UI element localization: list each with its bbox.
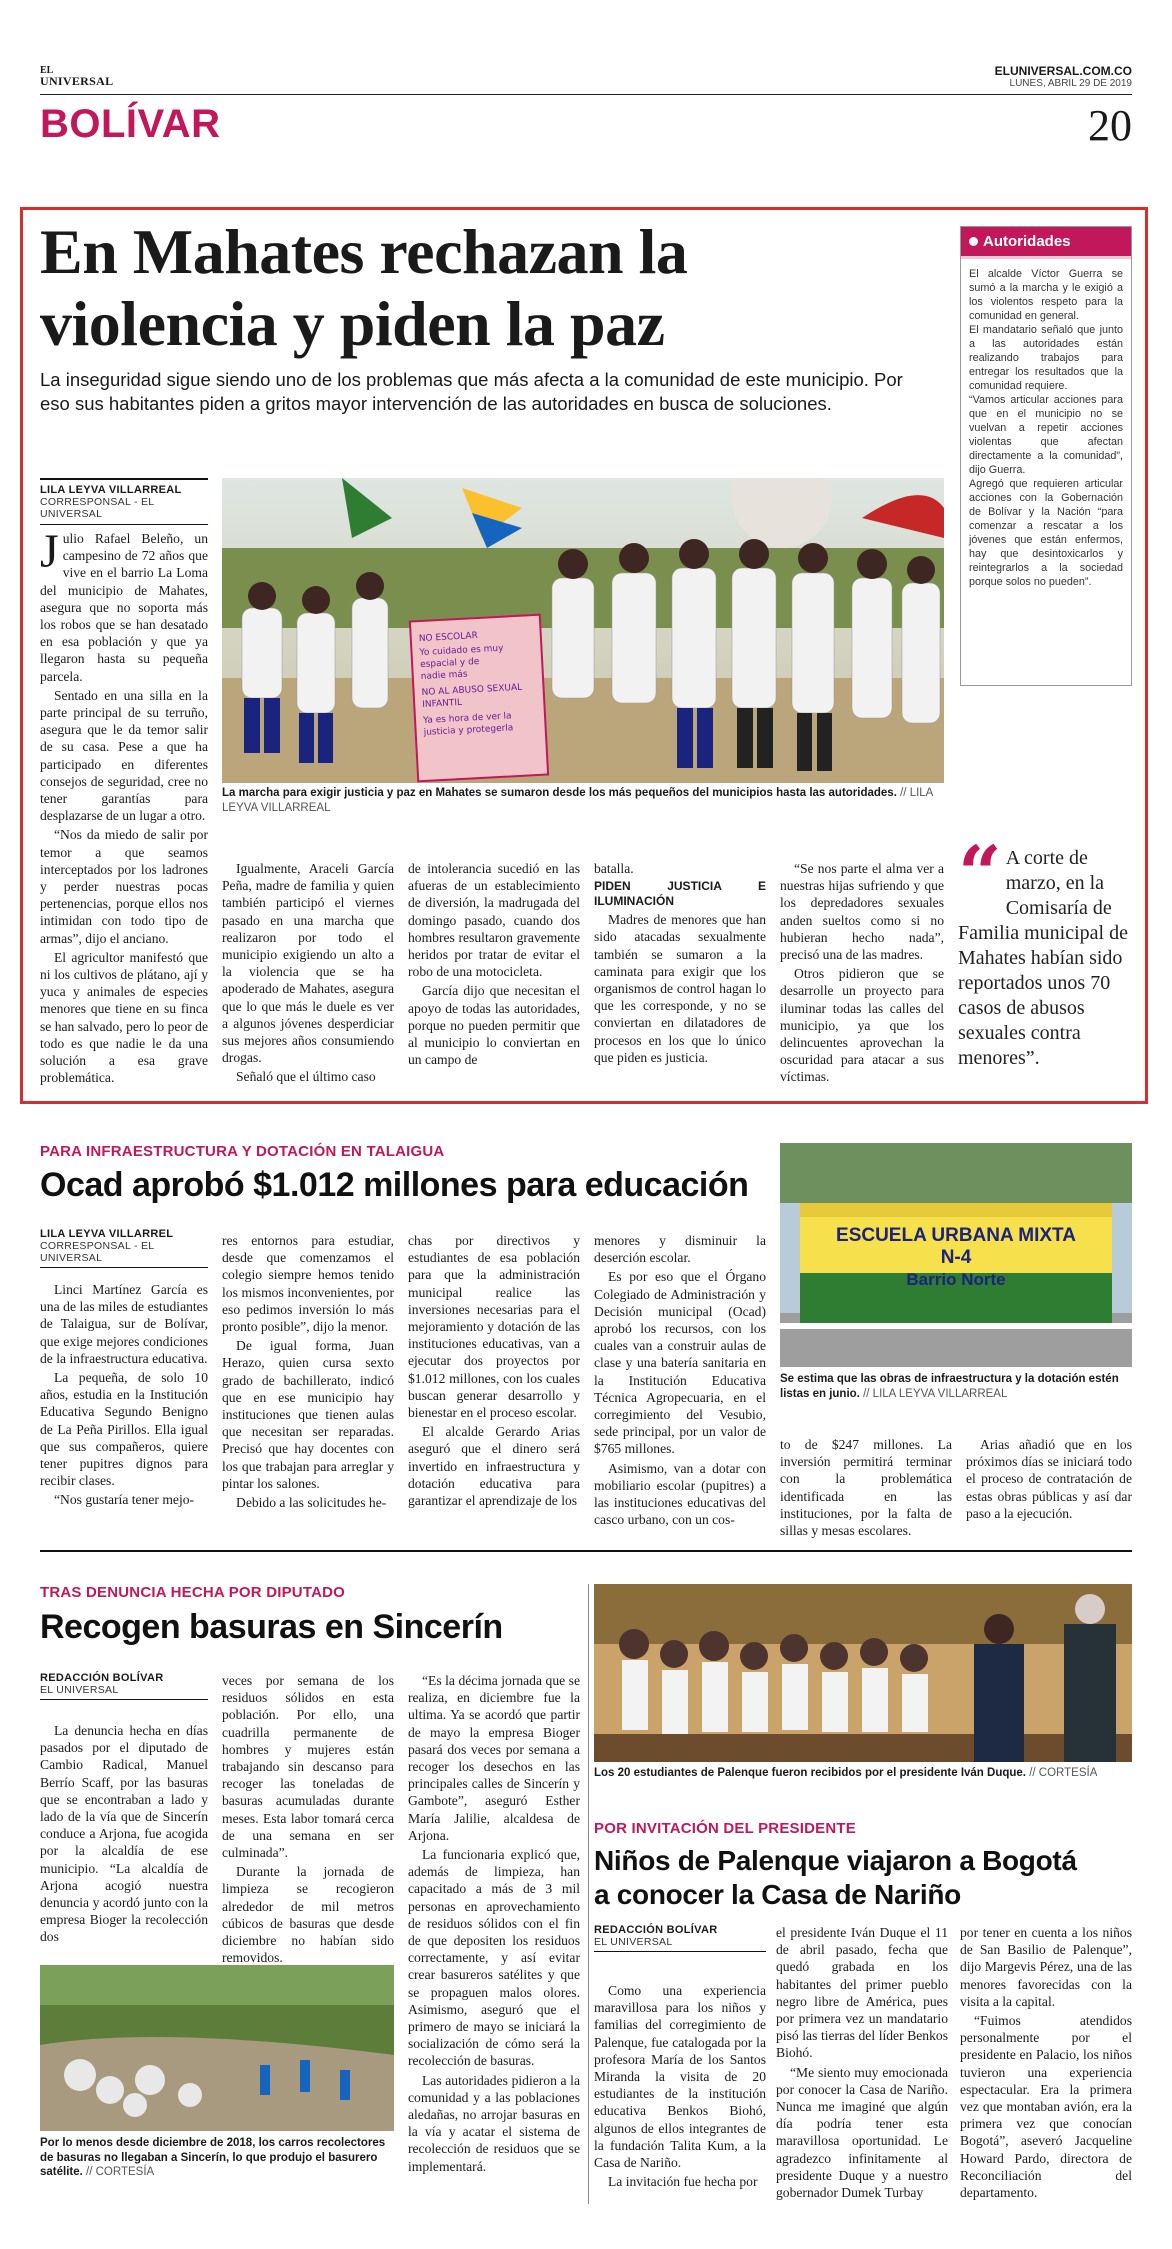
s2-c3-p2: El alcalde Gerardo Arias aseguró que el dinero será invertido en infraestructura y dotación educativa para garantizar el aprendizaje de los [408,1424,580,1509]
sidebar-p4: Agregó que requieren articular acciones con la Gobernación de Bolívar y la Nación “para comenzar a rescatar a los jóvenes que están enfermos, hay que desintoxicarlos y reintegrarlos a la sociedad porque solos no pueden”. [969,478,1123,588]
lead-p2: Sentado en una silla en la parte principal de su terruño, asegura que le da temor salir de su casa. Pese a que ha participado en diferentes consejos de seguridad, cree no tener garantías para desplazarse de un lugar a otro. [40,687,208,824]
s2-c4-p3: Asimismo, van a dotar con mobiliario escolar (pupitres) a las instituciones educativas del casco urbano, con un cos- [594,1460,766,1528]
story3-byline-role: EL UNIVERSAL [40,1684,119,1696]
logo-bottom: UNIVERSAL [40,74,114,88]
march-photo-illustration [222,478,944,783]
story4-byline [594,1924,766,1952]
s2-c2-p2: De igual forma, Juan Herazo, quien cursa sexto grado de bachillerato, indicó que en ese municipio hay instituciones que tienen aulas que necesitan ser reparadas. Precisó que hay docentes con los que trabajan para arreglar y pintar los salones. [222,1338,394,1491]
story3-column-1 [40,1722,208,1946]
page-number: 20 [1088,101,1132,150]
s4-c3-p1: por tener en cuenta a los niños de San Basilio de Palenque”, dijo Margevis Pérez, una de las menores favorecidas con la visita a la capital. [960,1925,1132,2009]
lead-headline [40,216,687,360]
s3-c3-p2: La funcionaria explicó que, además de limpieza, han capacitado a más de 3 mil personas en aprovechamiento de residuos sólidos con el fin de que depositen los residuos correctamente, y así evitar crear basureros satélites y que se propaguen malos olores. Asimismo, aseguró que el primero de mayo se iniciará la socialización de cómo será la recolección de basuras. [408,1847,580,2069]
story2-column-6 [966,1436,1132,1522]
lead-c2-p1: Igualmente, Araceli García Peña, madre de familia y quien también participó el viernes pasado en una marcha que realizaron por todo el municipio exigiendo un alto a la violencia que se ha apoderado de Mahates, asegura que lo que más le duele es ver a algunos jóvenes desperdiciar sus mejores años consumiendo drogas. [222,861,394,1066]
story3-byline-name: REDACCIÓN BOLÍVAR [40,1672,164,1684]
story2-caption-text: Se estima que las obras de infraestructura y la dotación estén listas en junio. [780,1373,1119,1400]
story2-column-1 [40,1281,208,1509]
story2-photo [780,1143,1132,1367]
s2-c2-p3: Debido a las solicitudes he- [236,1495,387,1511]
story4-headline [594,1844,1077,1912]
lead-c5-p2: Otros pidieron que se desarrolle un proyecto para iluminar todas las calles del municipio, ya que los delincuentes aprovechan la oscuridad para atacar a sus víctimas. [780,966,944,1085]
s4-c2-p2: “Me siento muy emocionada por conocer la Casa de Nariño. Nunca me imaginé que algún día podría tener esta maravillosa oportunidad. Le agradezco infinitamente al presidente Duque y a nuestro gobernador Dumek Turbay [776,2064,948,2201]
story2-headline: Ocad aprobó $1.012 millones para educación [40,1166,749,1204]
story2-column-2 [222,1232,394,1511]
byline-name: LILA LEYVA VILLARREAL [40,484,182,496]
byline-rule-bottom [40,1267,208,1268]
s3-c2-p2: Durante la jornada de limpieza se recogieron alrededor de mil metros cúbicos de basuras que desde diciembre no habían sido removidos. [222,1864,394,1966]
s2-c3-p1: chas por directivos y estudiantes de esa población para que la administración municipal realice las inversiones necesarias para el mejoramiento y dotación de las instituciones educativas, van a ejecutar dos proyectos por $1.012 millones, con los cuales buscan generar desarrollo y bienestar en el proceso escolar. [408,1233,580,1421]
lead-photo [222,478,944,783]
lead-column-1 [40,525,208,1087]
bullet-icon [969,237,978,246]
s4-c1-p1: Como una experiencia maravillosa para los niños y familias del corregimiento de Palenque, fue catalogada por la profesora María de los Santos Miranda la visita de 20 estudiantes de la institución educativa Benkos Biohó, algunos de ellos integrantes de la fundación Talita Kum, a la Casa de Nariño. [594,1983,766,2171]
story2-byline [40,1228,208,1268]
school-sign-line-2: N-4 [940,1247,972,1268]
lead-column-5 [780,860,944,1086]
site-url: ELUNIVERSAL.COM.CO [994,64,1132,78]
s2-c1-p2: La pequeña, de solo 10 años, estudia en la Institución Educativa Segundo Benigno de La Peña Pirillos. Ella igual que sus compañeros, quiere tener pupitres dignos para recibir clases. [40,1370,208,1489]
garbage-photo-illustration [40,1965,394,2131]
lead-p4: El agricultor manifestó que ni los cultivos de plátano, ají y yuca y animales de especies menores que tiene en su finca se han salvado, pero lo peor de todo es que nadie le da una solución a esa grave problemática. [40,949,208,1086]
story3-byline [40,1672,208,1700]
s3-c3-p1: “Es la décima jornada que se realiza, en diciembre fue la ultima. Ya se acordó que partir de mayo la empresa Bioger pasará dos veces por semana a recoger los desechos en las principales calles de Sincerín y Gambote”, aseguró Esther María Jalilie, alcaldesa de Arjona. [408,1673,580,1843]
story4-caption-credit: // CORTESÍA [1029,1767,1098,1779]
lead-p3: “Nos da miedo de salir por temor a que seamos interceptados por los ladrones y perder nuestras pocas pertenencias, porque ellos nos intimidan con todo tipo de armas”, dijo el anciano. [40,827,208,946]
sidebar-p2: El mandatario señaló que junto a las autoridades están realizando trabajos para entregar los resultados que la comunidad requiere. [969,324,1123,392]
story3-caption-credit: // CORTESÍA [86,2166,155,2178]
lead-byline [40,478,208,525]
story2-column-3 [408,1232,580,1509]
school-sign-line-1: ESCUELA URBANA MIXTA [836,1225,1076,1246]
lead-column-3 [408,860,580,1068]
s4-c3-p2: “Fuimos atendidos personalmente por el presidente en Palacio, los niños tuvieron una experiencia espectacular. Era la primera vez que montaban avión, era la primera vez que conocían Bogotá”, aseveró Jacqueline Howard Pardo, directora de Reconciliación del departamento. [960,2013,1132,2201]
lead-c3-p2: García dijo que necesitan el apoyo de todas las autoridades, porque no pueden permitir que al municipio lo conviertan en un campo de [408,983,580,1068]
story2-kicker: PARA INFRAESTRUCTURA Y DOTACIÓN EN TALAIGUA [40,1143,445,1160]
s2-c5-p1: to de $247 millones. La inversión permitirá terminar con la problemática identificada en las instituciones, por la falta de sillas y mesas escolares. [780,1437,952,1539]
lead-c2-p2: Señaló que el último caso [236,1069,376,1085]
s3-c3-p3: Las autoridades pidieron a la comunidad y a las poblaciones aledañas, no arrojar basuras en la vía y acatar el sistema de recolección de residuos que se implementará. [408,2072,580,2174]
story4-headline-line-2: a conocer la Casa de Nariño [594,1879,961,1910]
s2-c1-p3: “Nos gustaría tener mejo- [54,1492,195,1508]
story2-byline-name: LILA LEYVA VILLARREL [40,1228,174,1240]
lead-column-4 [594,860,766,1066]
school-sign-line-3: Barrio Norte [906,1270,1006,1289]
story3-column-2 [222,1672,394,1966]
story4-headline-line-1: Niños de Palenque viajaron a Bogotá [594,1845,1077,1876]
story4-byline-role: EL UNIVERSAL [594,1936,673,1948]
s4-c1-p2: La invitación fue hecha por [608,2174,758,2190]
story4-caption [594,1766,1132,1781]
story4-caption-text: Los 20 estudiantes de Palenque fueron recibidos por el presidente Iván Duque. [594,1767,1026,1779]
pullquote [958,829,1134,1071]
story4-photo [594,1584,1132,1762]
drop-cap: J [40,525,59,578]
story4-byline-name: REDACCIÓN BOLÍVAR [594,1924,718,1936]
s3-c1-p1: La denuncia hecha en días pasados por el diputado de Cambio Radical, Manuel Berrío Scaff, por las basuras que se encontraban a lado y lado de la vía que de Sincerín conduce a Arjona, fue acogida por la alcaldía de ese municipio. “La alcaldía de Arjona acogió nuestra denuncia y acordó junto con la empresa Bioger la recolección dos [40,1723,208,1945]
s2-c6-p1: Arias añadió que en los próximos días se iniciará todo el proceso de contratación de estas obras públicas y así dar paso a la ejecución. [966,1437,1132,1521]
story3-photo [40,1965,394,2131]
newspaper-logo [40,66,113,86]
lead-c5-p1: “Se nos parte el alma ver a nuestras hijas sufriendo y que los depredadores sexuales anden sueltos como si no hubieran hecho nada”, precisó una de las madres. [780,861,944,963]
story3-caption-text: Por lo menos desde diciembre de 2018, los carros recolectores de basuras no llegaban a Sincerín, lo que produjo el basurero satélite. [40,2137,386,2178]
s2-c4-p2: Es por eso que el Órgano Colegiado de Administración y Decisión municipal (Ocad) aprobó los recursos, con los cuales van a construir aulas de clase y una batería sanitaria en la Institución Educativa Técnica Agropecuaria, en el corregimiento del Vesubio, sede principal, por un valor de $765 millones. [594,1269,766,1457]
story2-byline-role: CORRESPONSAL - EL UNIVERSAL [40,1240,155,1264]
quote-mark-icon: “ [958,829,1002,918]
byline-role: CORRESPONSAL - EL UNIVERSAL [40,496,155,520]
sidebar-title: Autoridades [983,233,1071,250]
lead-headline-line-1: En Mahates rechazan la [40,216,688,287]
lead-dek: La inseguridad sigue siendo uno de los problemas que más afecta a la comunidad de este municipio. Por eso sus habitantes piden a gritos mayor intervención de las autoridades en busca de soluciones. [40,369,903,414]
sidebar-p1: El alcalde Víctor Guerra se sumó a la marcha y le exigió a los violentos respeto para la comunidad en general. [969,268,1123,322]
lead-c4-p2: Madres de menores que han sido atacadas sexualmente también se sumaron a la caminata para exigir que los organismos de control hagan lo que les corresponde, y no se conviertan en dilatadores de procesos en los que lo único que piden es justicia. [594,912,766,1065]
lead-caption-credit: // LILA LEYVA VILLARREAL [222,787,933,814]
story2-caption-credit: // LILA LEYVA VILLARREAL [863,1387,1008,1400]
byline-rule-bottom [594,1951,766,1952]
story2-column-4 [594,1232,766,1528]
story3-caption [40,2136,394,2180]
lead-p1: ulio Rafael Beleño, un campesino de 72 años que vive en el barrio La Loma del municipio de Mahates, asegura que no soporta más los robos que se han desatado en esa población y que ya llegaron hasta su pequeña parcela. [40,531,208,684]
story4-kicker: POR INVITACIÓN DEL PRESIDENTE [594,1820,856,1837]
s2-c2-p1: res entornos para estudiar, desde que comenzamos el colegio siempre hemos tenido los mismos inconvenientes, por eso pedimos inversión lo más pronto posible”, dijo la menor. [222,1233,394,1335]
svg-text:NO ESCOLAR Yo cuidado es: NO ESCOLAR Yo cuidado es muy espacial y de nadie más NO AL ABUSO SEXUAL INFANTIL Ya es hora de ver la justicia y protegerla [418,630,523,738]
sidebar-box [960,226,1132,686]
sidebar-body [961,259,1131,597]
s2-c1-p1: Linci Martínez García es una de las miles de estudiantes de Talaigua, sur de Bolívar, que exige mejores condiciones de la infraestructura educativa. [40,1282,208,1366]
story3-column-3 [408,1672,580,2175]
story4-column-1 [594,1982,766,2190]
story4-column-2 [776,1924,948,2201]
s4-c2-p1: el presidente Iván Duque el 11 de abril pasado, fecha que quedó grabada en los habitantes del primer pueblo negro libre de América, pues por primera vez un mandatario pisó las tierras del líder Benkos Biohó. [776,1925,948,2061]
byline-rule [40,478,208,480]
byline-rule-bottom [40,1699,208,1700]
lead-caption-text: La marcha para exigir justicia y paz en Mahates se sumaron desde los más pequeños del municipios hasta las autoridades. [222,787,897,799]
lead-column-2 [222,860,394,1086]
section-divider [40,1550,1132,1552]
lead-subhead: PIDEN JUSTICIA E ILUMINACIÓN [594,879,766,909]
lead-c3-p1: de intolerancia sucedió en las afueras de un establecimiento de diversión, la madrugada del domingo pasado, cuando dos hombres resultaron gravemente heridos por tratar de evitar el robo de una motocicleta. [408,861,580,980]
story2-caption [780,1372,1132,1401]
story3-kicker: TRAS DENUNCIA HECHA POR DIPUTADO [40,1584,346,1601]
story2-column-5 [780,1436,952,1539]
lead-c4-p1: batalla. [594,861,634,876]
column-divider [588,1584,589,2204]
pullquote-text: A corte de marzo, en la Comisaría de Familia municipal de Mahates habían sido reportados unos 70 casos de abusos sexuales contra menores”. [958,847,1128,1069]
sidebar-header [961,227,1131,256]
school-sign [800,1225,1112,1291]
s3-c2-p1: veces por semana de los residuos sólidos en esta población. Por ello, una cuadrilla permanente de hombres y mujeres están trabajando sin descanso para recoger las toneladas de basuras acumuladas durante meses. Esta labor tomará cerca de una semana en ser culminada”. [222,1673,394,1861]
story3-headline: Recogen basuras en Sincerín [40,1608,503,1646]
section-title: BOLÍVAR [40,102,221,146]
story4-column-3 [960,1924,1132,2201]
lead-photo-caption [222,786,944,815]
logo-top: EL [40,65,54,76]
sidebar-p3: “Vamos articular acciones para que en el municipio no se vuelvan a repetir acciones violentas que afectan directamente a la comunidad”, dijo Guerra. [969,394,1123,476]
s2-c4-p1: menores y disminuir la deserción escolar. [594,1233,766,1266]
issue-date: LUNES, ABRIL 29 DE 2019 [1009,78,1132,89]
lead-headline-line-2: violencia y piden la paz [40,288,665,359]
byline-rule-bottom [40,524,208,525]
palace-photo-illustration [594,1584,1132,1762]
masthead-rule [40,94,1132,95]
